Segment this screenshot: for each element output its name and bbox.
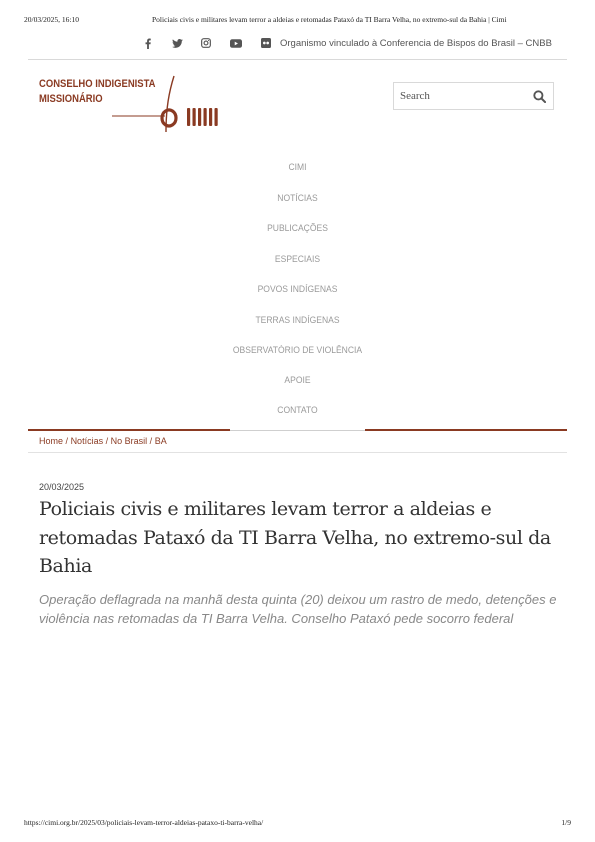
print-footer bbox=[24, 818, 571, 828]
breadcrumb-noticias[interactable]: Notícias bbox=[70, 436, 104, 446]
organization-affiliation: Organismo vinculado à Conferencia de Bispos do Brasil – CNBB bbox=[280, 38, 552, 49]
nav-item-observatorio[interactable]: OBSERVATÓRIO DE VIOLÊNCIA bbox=[232, 345, 363, 356]
nav-divider-right bbox=[365, 429, 567, 431]
top-bar bbox=[0, 36, 595, 52]
logo-line2: MISSIONÁRIO bbox=[39, 93, 103, 105]
breadcrumb-separator: / bbox=[65, 436, 69, 446]
top-divider bbox=[28, 59, 567, 60]
print-datetime: 20/03/2025, 16:10 bbox=[24, 15, 80, 24]
flickr-icon[interactable] bbox=[259, 36, 273, 50]
search-box bbox=[393, 82, 554, 110]
search-icon[interactable] bbox=[533, 90, 546, 103]
logo-line1: CONSELHO INDIGENISTA bbox=[39, 78, 156, 90]
print-document-title: Policiais civis e militares levam terror a aldeias e retomadas Pataxó da TI Barra Velha, no extremo-sul da Bahia | Cimi bbox=[152, 15, 507, 24]
nav-item-publicacoes[interactable]: PUBLICAÇÕES bbox=[267, 223, 328, 234]
search-input[interactable] bbox=[400, 88, 520, 104]
breadcrumb-home[interactable]: Home bbox=[39, 436, 64, 446]
print-page-number: 1/9 bbox=[561, 818, 571, 827]
nav-item-terras-indigenas[interactable]: TERRAS INDÍGENAS bbox=[255, 315, 340, 326]
nav-item-cimi[interactable]: CIMI bbox=[288, 162, 307, 173]
breadcrumb-separator: / bbox=[105, 436, 109, 446]
instagram-icon[interactable] bbox=[199, 36, 213, 50]
article-subtitle: Operação deflagrada na manhã desta quinta (20) deixou um rastro de medo, detenções e violência nas retomadas da TI Barra Velha. Conselho Pataxó pede socorro federal bbox=[39, 592, 557, 626]
nav-item-povos-indigenas[interactable]: POVOS INDÍGENAS bbox=[257, 284, 338, 295]
nav-item-contato[interactable]: CONTATO bbox=[277, 405, 318, 416]
article-date: 20/03/2025 bbox=[39, 482, 85, 492]
nav-item-apoie[interactable]: APOIE bbox=[284, 375, 311, 386]
nav-divider-left bbox=[28, 429, 230, 431]
nav-divider-center bbox=[230, 430, 365, 431]
facebook-icon[interactable] bbox=[141, 36, 155, 50]
cimi-logo-mark bbox=[38, 74, 228, 138]
twitter-icon[interactable] bbox=[170, 36, 184, 50]
youtube-icon[interactable] bbox=[229, 36, 243, 50]
print-header bbox=[24, 15, 571, 27]
breadcrumb bbox=[39, 436, 167, 446]
article-title: Policiais civis e militares levam terror a aldeias e retomadas Pataxó da TI Barra Velha, no extremo-sul da Bahia bbox=[39, 498, 551, 577]
breadcrumb-ba[interactable]: BA bbox=[154, 436, 167, 446]
nav-item-noticias[interactable]: NOTÍCIAS bbox=[277, 193, 318, 204]
cimi-logo[interactable] bbox=[38, 74, 228, 138]
breadcrumb-no-brasil[interactable]: No Brasil bbox=[110, 436, 148, 446]
breadcrumb-separator: / bbox=[149, 436, 153, 446]
print-url: https://cimi.org.br/2025/03/policiais-levam-terror-aldeias-pataxo-ti-barra-velha/ bbox=[24, 818, 264, 827]
breadcrumb-divider bbox=[28, 452, 567, 453]
nav-item-especiais[interactable]: ESPECIAIS bbox=[274, 254, 321, 265]
